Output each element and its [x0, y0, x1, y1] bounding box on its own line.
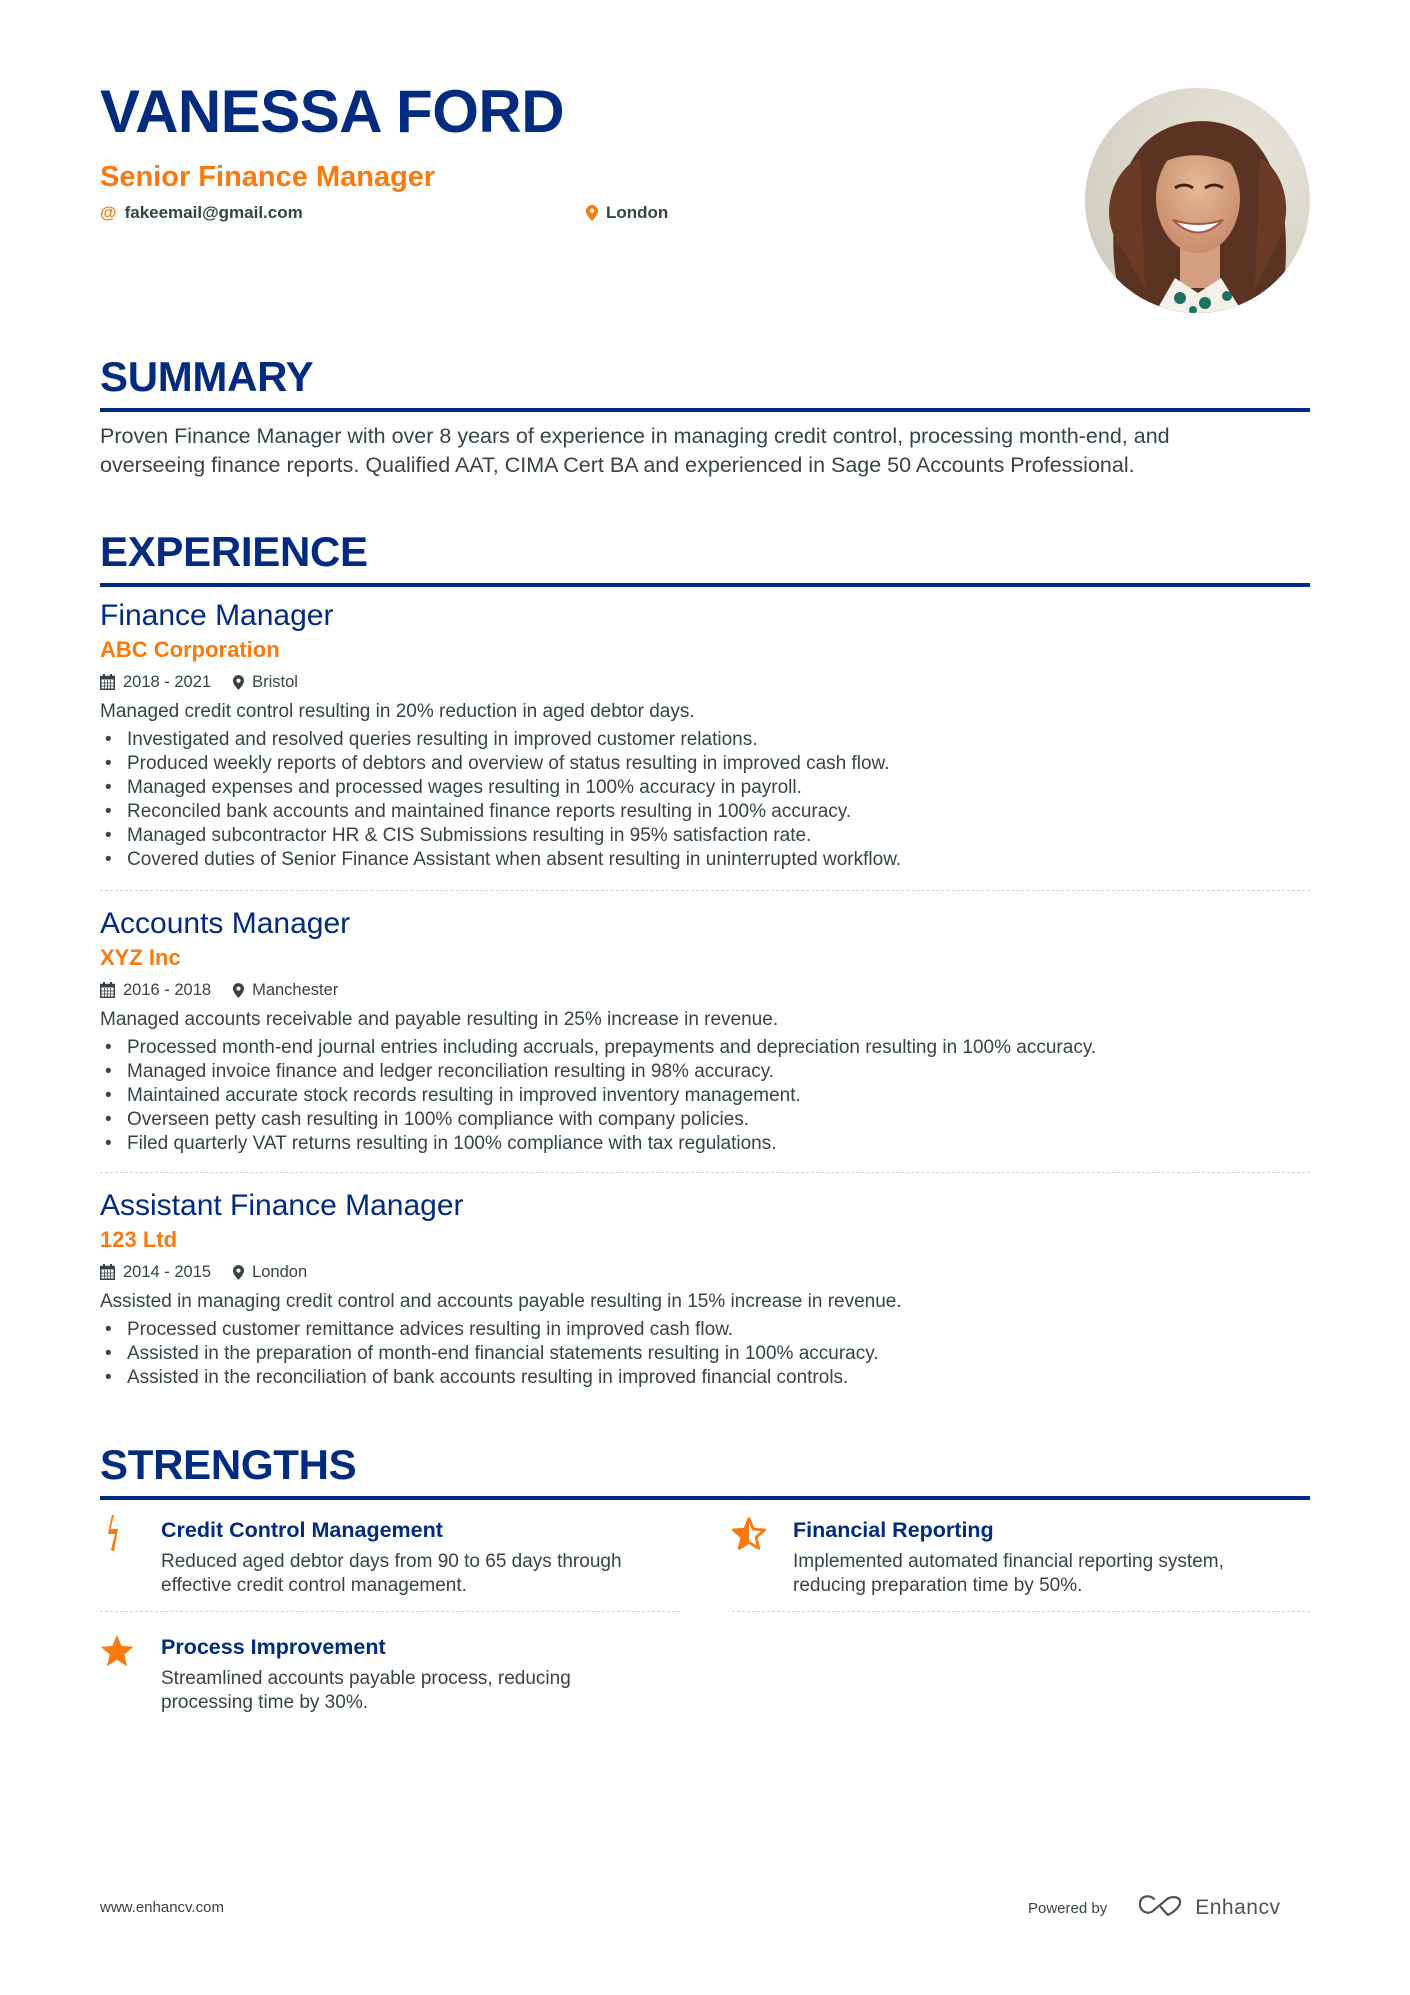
job-bullet: • Overseen petty cash resulting in 100% compliance with company policies.	[100, 1108, 1310, 1132]
candidate-title: Senior Finance Manager	[100, 161, 436, 193]
at-icon: @	[100, 203, 117, 222]
section-rule	[100, 408, 1310, 412]
job-bullet: • Managed subcontractor HR & CIS Submissions resulting in 95% satisfaction rate.	[100, 824, 1310, 848]
job-bullet: • Filed quarterly VAT returns resulting in 100% compliance with tax regulations.	[100, 1132, 1310, 1156]
strength-title: Credit Control Management	[161, 1518, 443, 1542]
job-company: XYZ Inc	[100, 945, 181, 970]
entry-divider	[100, 1172, 1310, 1173]
summary-section-header	[100, 353, 1310, 412]
contact-email[interactable]	[100, 202, 303, 224]
strength-description	[793, 1550, 1312, 1598]
calendar-icon	[100, 982, 115, 998]
job-bullet: • Produced weekly reports of debtors and overview of status resulting in improved cash flow.	[100, 752, 1310, 776]
job-dates: 2016 - 2018	[123, 981, 212, 999]
experience-section-header	[100, 528, 1310, 587]
job-bullets	[100, 1036, 1310, 1156]
email-text: fakeemail@gmail.com	[124, 203, 303, 222]
job-title: Finance Manager	[100, 599, 334, 632]
summary-line: overseeing finance reports. Qualified AAT, CIMA Cert BA and experienced in Sage 50 Accounts Professional.	[100, 453, 1135, 477]
strength-desc-line: Streamlined accounts payable process, reducing	[161, 1668, 571, 1689]
strength-desc-line: Implemented automated financial reporting system,	[793, 1551, 1224, 1572]
job-bullet: • Maintained accurate stock records resulting in improved inventory management.	[100, 1084, 1310, 1108]
strength-item	[100, 1633, 680, 1715]
section-rule	[100, 1496, 1310, 1500]
strength-description	[161, 1550, 680, 1598]
profile-photo	[1085, 88, 1310, 313]
map-pin-icon	[586, 205, 598, 221]
job-company: 123 Ltd	[100, 1227, 178, 1252]
job-bullet: • Assisted in the reconciliation of bank accounts resulting in improved financial controls.	[100, 1366, 1310, 1390]
experience-heading: EXPERIENCE	[100, 528, 368, 575]
map-pin-icon	[233, 983, 244, 998]
section-rule	[100, 583, 1310, 587]
calendar-icon	[100, 1264, 115, 1280]
star-icon	[100, 1633, 134, 1667]
job-description: Managed credit control resulting in 20% reduction in aged debtor days.	[100, 701, 695, 722]
strength-description	[161, 1667, 680, 1715]
strength-item	[732, 1516, 1312, 1598]
job-dates: 2014 - 2015	[123, 1263, 212, 1281]
job-company: ABC Corporation	[100, 637, 280, 662]
enhancv-logo-icon	[1137, 1894, 1183, 1923]
half-star-icon	[732, 1516, 766, 1550]
job-bullet: • Managed invoice finance and ledger reconciliation resulting in 98% accuracy.	[100, 1060, 1310, 1084]
job-title: Assistant Finance Manager	[100, 1189, 464, 1222]
job-bullet: • Investigated and resolved queries resulting in improved customer relations.	[100, 728, 1310, 752]
job-meta	[100, 1260, 1310, 1284]
strength-desc-line: Reduced aged debtor days from 90 to 65 days through	[161, 1551, 622, 1572]
summary-line: Proven Finance Manager with over 8 years of experience in managing credit control, processing month-end, and	[100, 424, 1170, 448]
job-bullets	[100, 1318, 1310, 1390]
job-bullet: • Assisted in the preparation of month-end financial statements resulting in 100% accuracy.	[100, 1342, 1310, 1366]
job-meta	[100, 978, 1310, 1002]
strength-desc-line: effective credit control management.	[161, 1575, 467, 1596]
footer-website-link[interactable]: www.enhancv.com	[100, 1899, 224, 1916]
job-bullet: • Managed expenses and processed wages resulting in 100% accuracy in payroll.	[100, 776, 1310, 800]
job-location: Bristol	[252, 673, 298, 691]
job-location: London	[252, 1263, 308, 1281]
strength-divider	[732, 1611, 1310, 1612]
strength-desc-line: reducing preparation time by 50%.	[793, 1575, 1083, 1596]
candidate-name: VANESSA FORD	[100, 78, 565, 145]
lightning-bolt-icon	[100, 1516, 134, 1550]
strength-item	[100, 1516, 680, 1598]
job-meta	[100, 670, 1310, 694]
job-description: Assisted in managing credit control and accounts payable resulting in 15% increase in revenue.	[100, 1291, 902, 1312]
location-text: London	[606, 203, 669, 222]
entry-divider	[100, 890, 1310, 891]
footer-branding[interactable]	[1028, 1894, 1280, 1922]
job-bullets	[100, 728, 1310, 872]
map-pin-icon	[233, 675, 244, 690]
job-dates: 2018 - 2021	[123, 673, 212, 691]
summary-heading: SUMMARY	[100, 353, 314, 400]
job-location: Manchester	[252, 981, 339, 999]
map-pin-icon	[233, 1265, 244, 1280]
job-bullet: • Processed month-end journal entries including accruals, prepayments and depreciation resulting in 100% accuracy.	[100, 1036, 1310, 1060]
strength-desc-line: processing time by 30%.	[161, 1692, 368, 1713]
job-title: Accounts Manager	[100, 907, 351, 940]
strengths-heading: STRENGTHS	[100, 1441, 357, 1488]
strength-title: Process Improvement	[161, 1635, 386, 1659]
powered-by-text: Powered by	[1028, 1899, 1108, 1917]
experience-entry	[100, 1188, 1310, 1390]
experience-entry	[100, 906, 1310, 1156]
strength-divider	[100, 1611, 680, 1612]
strengths-section-header	[100, 1441, 1310, 1500]
job-description: Managed accounts receivable and payable resulting in 25% increase in revenue.	[100, 1009, 779, 1030]
enhancv-brand-text: Enhancv	[1195, 1896, 1281, 1919]
job-bullet: • Reconciled bank accounts and maintained finance reports resulting in 100% accuracy.	[100, 800, 1310, 824]
experience-entry	[100, 598, 1310, 872]
job-bullet: • Processed customer remittance advices resulting in improved cash flow.	[100, 1318, 1310, 1342]
contact-location	[586, 202, 668, 224]
job-bullet: • Covered duties of Senior Finance Assistant when absent resulting in uninterrupted workflow.	[100, 848, 1310, 872]
calendar-icon	[100, 674, 115, 690]
summary-text	[100, 422, 1310, 480]
strength-title: Financial Reporting	[793, 1518, 994, 1542]
